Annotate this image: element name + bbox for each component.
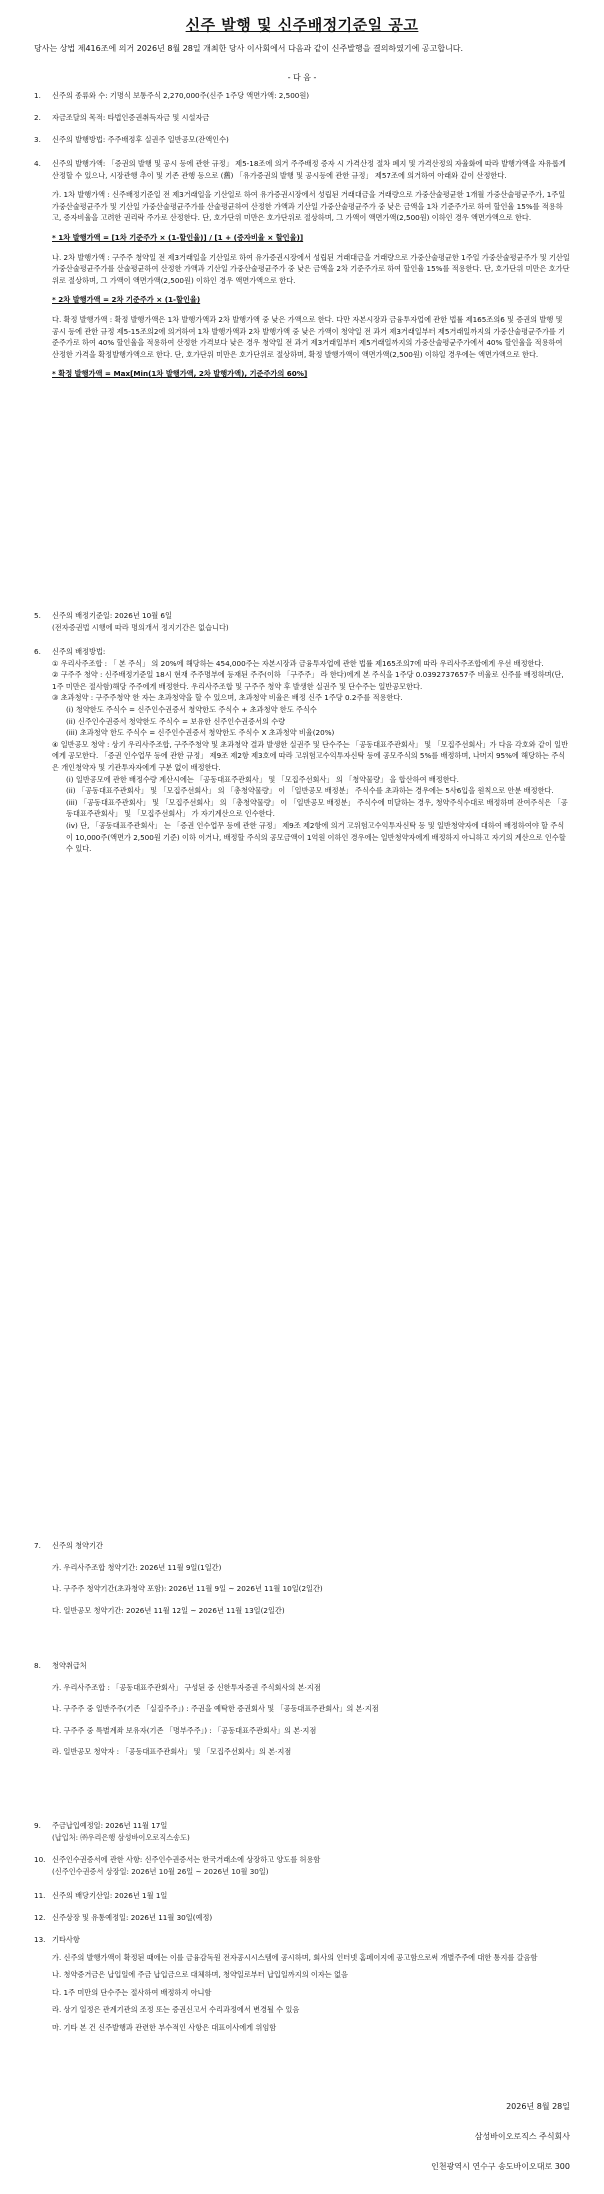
section-text: 신주상장 및 유통예정일: 2026년 11월 30일(예정) <box>52 1913 213 1922</box>
allocation-subitem: (ii) 신주인수권증서 청약한도 주식수 = 보유한 신주인수권증서의 수량 <box>66 716 286 726</box>
section-number: 1. <box>34 91 41 100</box>
allocation-item-employee: ① 우리사주조합 : 「 본 주식」 의 20%에 해당하는 454,000주는 자본시장과 금융투자업에 관한 법률 제165조의7에 따라 우리사주조합에게 우선 배정한다. <box>52 658 544 668</box>
section-note: (전자증권법 시행에 따라 명의개서 정지기간은 없습니다) <box>52 622 229 632</box>
section-text: 신주의 배정방법: <box>52 647 106 656</box>
subscription-office: 다. 구주주 중 특별계좌 보유자(기존 「명부주주」) : 「공동대표주관회사」의 본·지점 <box>52 1725 317 1735</box>
section-number: 2. <box>34 113 41 122</box>
section-text: 기타사항 <box>52 1935 80 1944</box>
section-text: 청약취급처 <box>52 1661 87 1670</box>
section-6 <box>34 646 570 855</box>
allocation-subitem: (iii) 「공동대표주관회사」 및 「모집주선회사」 의 「총청약물량」 이 「일반공모 배정분」 주식수에 미달하는 경우, 청약주식수대로 배정하며 잔여주식은 「공동대표주관회사」 및 「모집주선회사」 가 자기계산으로 인수한다. <box>66 797 568 819</box>
section-number: 9. <box>34 1821 41 1830</box>
other-item: 마. 기타 본 건 신주발행과 관련한 부수적인 사항은 대표이사에게 위임함 <box>52 2022 277 2032</box>
section-number: 13. <box>34 1935 46 1944</box>
section-number: 4. <box>34 159 41 168</box>
section-8 <box>34 1660 570 1758</box>
price-1st-paragraph: 가. 1차 발행가액 : 신주배정기준일 전 제3거래일을 기산일로 하여 유가증권시장에서 성립된 거래대금을 거래량으로 가중산술평균한 1개월 가중산술평균주가, 1주일 가중산술평균주가 및 기산일 가중산술평균주가를 산술평균하여 산정한 가액과 기산일 가중산술평균주가 중 낮은 금액을 1차 기준주가로 하여 할인율 15%를 적용하고, 증자비율을 고려한 권리락 주가로 산정한다. 단, 호가단위 미만은 호가단위로 절상하며, 그 가액이 액면가액(2,500원) 이하인 경우 액면가액으로 한다. <box>52 190 566 223</box>
subscription-period: 가. 우리사주조합 청약기간: 2026년 11월 9일(1일간) <box>52 1562 222 1572</box>
allocation-subitem: (ii) 「공동대표주관회사」 및 「모집주선회사」 의 「총청약물량」 이 「일반공모 배정분」 주식수를 초과하는 경우에는 5사6입을 원칙으로 안분 배정한다. <box>66 786 554 796</box>
section-number: 6. <box>34 647 41 656</box>
subscription-office: 가. 우리사주조합 : 「공동대표주관회사」 구성된 중 신한투자증권 주식회사의 본·지점 <box>52 1682 321 1692</box>
section-4 <box>34 158 570 380</box>
subscription-period: 다. 일반공모 청약기간: 2026년 11월 12일 ~ 2026년 11월 13일(2일간) <box>52 1605 285 1615</box>
section-number: 5. <box>34 611 41 620</box>
section-13 <box>34 1934 570 2034</box>
other-item: 다. 1주 미만의 단수주는 절사하여 배정하지 아니함 <box>52 1987 212 1997</box>
section-text: 신주의 배정기준일: 2026년 10월 6일 <box>52 611 172 620</box>
intro-paragraph: 당사는 상법 제416조에 의거 2026년 8월 28일 개최한 당사 이사회에서 다음과 같이 신주발행을 결의하였기에 공고합니다. <box>34 44 464 53</box>
allocation-subitem: (iv) 단, 「공동대표주관회사」 는 「증권 인수업무 등에 관한 규정」 제9조 제2항에 의거 고위험고수익투자신탁 등 및 일반청약자에 대하여 배정하여야 할 주식이 10,000주(액면가 2,500원 기준) 이하 이거나, 배정할 주식의 공모금액이 1억원 이하인 경우에는 일반청약자에게 배정하지 아니하고 자기의 계산으로 인수할 수 있다. <box>66 820 566 854</box>
section-text: 신주인수권증서에 관한 사항: 신주인수권증서는 한국거래소에 상장하고 양도를 허용함 <box>52 1855 321 1864</box>
section-text: 신주의 발행방법: 주주배정후 실권주 일반공모(잔액인수) <box>52 135 229 144</box>
section-7 <box>34 1540 570 1616</box>
price-1st-formula: * 1차 발행가액 = [1차 기준주가 × (1-할인율)] / [1 + (증자비율 × 할인율)] <box>52 232 304 242</box>
allocation-item-shareholders: ② 구주주 청약 : 신주배정기준일 18시 현재 주주명부에 등재된 주주(이하 「구주주」 라 한다)에게 본 주식을 1주당 0.0392737657주 비율로 신주를 배정하며(단, 1주 미만은 절사함)해당 주주에게 배정한다. 우리사주조합 및 구주주 청약 후 발생한 실권주 및 단수주는 일반공모한다. <box>52 670 564 691</box>
section-text: 신주의 종류와 수: 기명식 보통주식 2,270,000주(신주 1주당 액면가액: 2,500원) <box>52 91 310 100</box>
section-text: 자금조달의 목적: 타법인증권취득자금 및 시설자금 <box>52 113 210 122</box>
price-2nd-paragraph: 나. 2차 발행가액 : 구주주 청약일 전 제3거래일을 기산일로 하여 유가증권시장에서 성립된 거래대금을 거래량으로 가중산술평균한 1주일 가중산술평균주가 및 기산일 가중산술평균주가를 산술평균하여 산정한 가액과 기산일 가중산술평균주가 중 낮은 금액을 2차 기준주가로 하여 할인율 15%를 적용한다. 단, 호가단위 미만은 호가단위로 절상하며, 그 가액이 액면가액(2,500원) 이하인 경우 액면가액으로 한다. <box>52 252 570 285</box>
section-note: (신주인수권증서 상장일: 2026년 10월 26일 ~ 2026년 10월 30일) <box>52 1866 269 1876</box>
allocation-item-public: ④ 일반공모 청약 : 상기 우리사주조합, 구주주청약 및 초과청약 결과 발생한 실권주 및 단수주는 「공동대표주관회사」 및 「모집주선회사」가 다음 각호와 같이 일반에게 공모한다. 「증권 인수업무 등에 관한 규정」 제9조 제2항 제3호에 따라 고위험고수익투자신탁 등에 공모주식의 5%를 배정하며, 나머지 95%에 해당하는 주식은 개인청약자 및 기관투자자에게 구분 없이 배정한다. <box>52 739 569 772</box>
subscription-office: 라. 일반공모 청약자 : 「공동대표주관회사」 및 「모집주선회사」의 본·지점 <box>52 1747 292 1757</box>
section-2 <box>34 112 570 124</box>
allocation-subitem: (i) 일반공모에 관한 배정수량 계산시에는 「공동대표주관회사」 및 「모집주선회사」 의 「청약물량」 을 합산하여 배정한다. <box>66 774 459 784</box>
other-item: 가. 신주의 발행가액이 확정된 때에는 이를 금융감독원 전자공시시스템에 공시하며, 회사의 인터넷 홈페이지에 공고함으로써 개별주주에 대한 통지를 갈음함 <box>52 1952 538 1962</box>
section-9 <box>34 1820 570 1843</box>
section-text: 주금납입예정일: 2026년 11월 17일 <box>52 1821 168 1830</box>
section-12 <box>34 1912 570 1924</box>
section-note: (납입처: ㈜우리은행 삼성바이오로직스송도) <box>52 1832 190 1842</box>
subscription-period: 나. 구주주 청약기간(초과청약 포함): 2026년 11월 9일 ~ 2026년 11월 10일(2일간) <box>52 1584 323 1594</box>
signature-company: 삼성바이오로직스 주식회사 <box>474 2132 570 2141</box>
signature-date: 2026년 8월 28일 <box>506 2102 570 2111</box>
allocation-subitem: (i) 청약한도 주식수 = 신주인수권증서 청약한도 주식수 + 초과청약 한도 주식수 <box>66 704 317 714</box>
other-item: 라. 상기 일정은 관계기관의 조정 또는 증권신고서 수리과정에서 변경될 수 있음 <box>52 2005 300 2015</box>
price-2nd-formula: * 2차 발행가액 = 2차 기준주가 × (1-할인율) <box>52 295 201 305</box>
section-3 <box>34 134 570 146</box>
price-final-formula: * 확정 발행가액 = Max[Min(1차 발행가액, 2차 발행가액), 기준주가의 60%] <box>52 369 308 379</box>
page-title: 신주 발행 및 신주배정기준일 공고 <box>185 16 419 34</box>
allocation-item-excess: ③ 초과청약 : 구주주청약 한 자는 초과청약을 할 수 있으며, 초과청약 비율은 배정 신주 1주당 0.2주를 적용한다. <box>52 693 403 703</box>
section-text: 신주의 청약기간 <box>52 1541 103 1550</box>
section-divider: - 다 음 - <box>287 73 317 82</box>
section-text: 신주의 발행가액: 「증권의 발행 및 공시 등에 관한 규정」 제5-18조에 의거 주주배정 증자 시 가격산정 절차 폐지 및 가격산정의 자율화에 따라 발행가액을 자유롭게 산정할 수 있으나, 시장관행 추이 및 기존 관행 등으로 (舊) 「유가증권의 발행 및 공시등에 관한 규정」 제57조에 의거하여 아래와 같이 산정한다. <box>52 159 566 180</box>
subscription-office: 나. 구주주 중 일반주주(기존 「실질주주」) : 주권을 예탁한 증권회사 및 「공동대표주관회사」의 본·지점 <box>52 1704 379 1714</box>
section-text: 신주의 배당기산일: 2026년 1월 1일 <box>52 1891 168 1900</box>
section-number: 12. <box>34 1913 46 1922</box>
section-number: 11. <box>34 1891 46 1900</box>
other-item: 나. 청약증거금은 납입일에 주금 납입금으로 대체하며, 청약일로부터 납입일까지의 이자는 없음 <box>52 1970 348 1980</box>
section-5 <box>34 610 570 633</box>
section-number: 7. <box>34 1541 41 1550</box>
price-final-paragraph: 다. 확정 발행가액 : 확정 발행가액은 1차 발행가액과 2차 발행가액 중 낮은 가액으로 한다. 다만 자본시장과 금융투자업에 관한 법률 제165조의6 및 증권의 발행 및 공시 등에 관한 규정 제5-15조의2에 의거하여 1차 발행가액과 2차 발행가액 중 낮은 가액이 청약일 전 과거 제3거래일부터 제5거래일까지의 가중산술평균주가를 기준주가로 하여 40% 할인율을 적용하여 산정한 가격보다 낮은 경우 청약일 전 과거 제3거래일부터 제5거래일까지의 가중산술평균주가에서 40% 할인율을 적용하여 산정한 가격을 확정발행가액으로 한다. 단, 호가단위 미만은 호가단위로 절상하며, 확정 발행가액이 액면가액(2,500원) 이하일 경우에는 액면가액으로 한다. <box>52 314 566 359</box>
section-10 <box>34 1854 570 1877</box>
section-number: 10. <box>34 1855 46 1864</box>
section-1 <box>34 90 570 102</box>
allocation-subitem: (iii) 초과청약 한도 주식수 = 신주인수권증서 청약한도 주식수 X 초과청약 비율(20%) <box>66 728 335 738</box>
section-11 <box>34 1890 570 1902</box>
section-number: 3. <box>34 135 41 144</box>
section-number: 8. <box>34 1661 41 1670</box>
signature-address: 인천광역시 연수구 송도바이오대로 300 <box>431 2162 570 2171</box>
